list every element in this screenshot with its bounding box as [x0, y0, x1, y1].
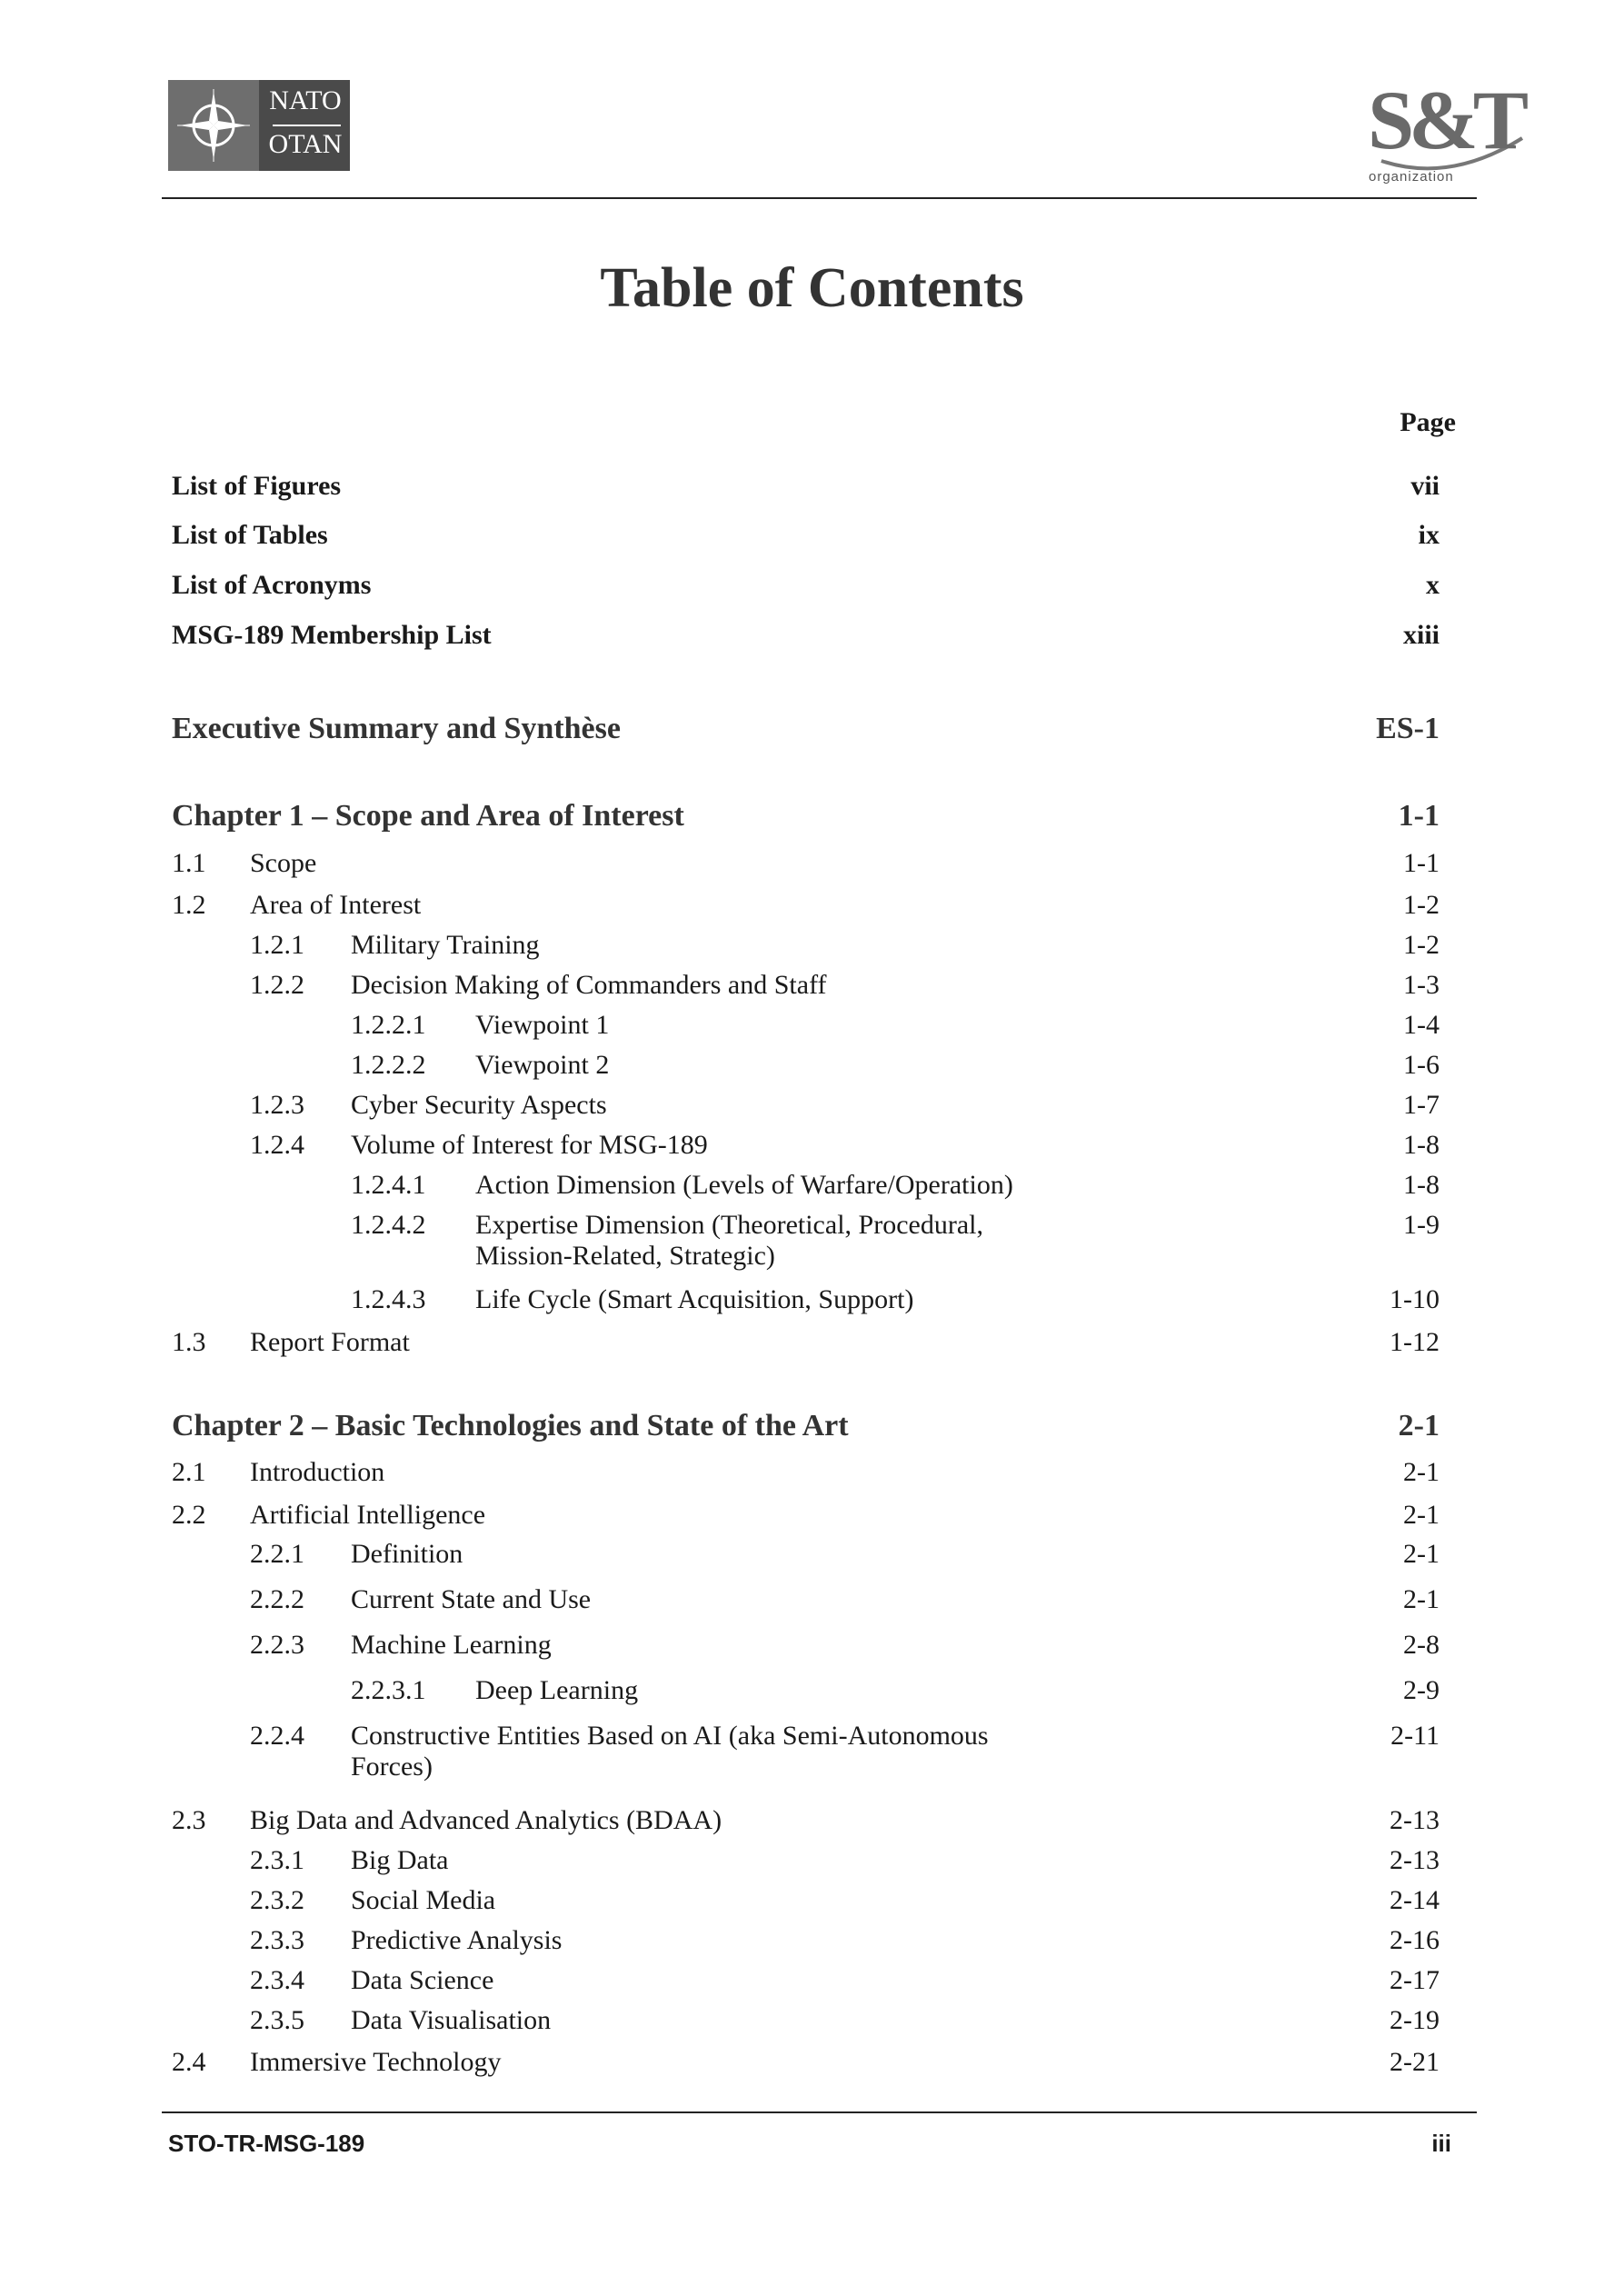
toc-entry-title: Big Data: [351, 1845, 449, 1875]
toc-entry-title: List of Acronyms: [172, 570, 372, 600]
toc-entry-number: 2.3.2: [250, 1885, 304, 1915]
footer-document-id: STO-TR-MSG-189: [168, 2130, 365, 2157]
otan-logo-text: OTAN: [268, 129, 343, 159]
toc-entry-title: Big Data and Advanced Analytics (BDAA): [250, 1805, 722, 1835]
toc-entry-title: List of Figures: [172, 471, 342, 501]
toc-entry-title: Scope: [250, 848, 317, 878]
toc-entry-page: 1-1: [1403, 848, 1440, 878]
page-title: Table of Contents: [600, 257, 1024, 319]
toc-entry-number: 2.3.1: [250, 1845, 304, 1875]
toc-entry-page: 1-8: [1403, 1130, 1440, 1160]
toc-entry-number: 1.2.3: [250, 1090, 304, 1120]
toc-entry-page: 1-6: [1403, 1050, 1440, 1080]
chapter-page: 1-1: [1398, 799, 1440, 833]
toc-entry-page: 1-8: [1403, 1170, 1440, 1200]
toc-entry-page: 2-21: [1390, 2047, 1440, 2077]
toc-entry-number: 2.2.1: [250, 1539, 304, 1569]
toc-entry-number: 1.1: [172, 848, 206, 878]
toc-entry-page: 2-13: [1390, 1845, 1440, 1875]
toc-entry-title: Viewpoint 2: [475, 1050, 610, 1080]
toc-entry-title: Life Cycle (Smart Acquisition, Support): [475, 1284, 914, 1314]
toc-entry-page: 2-1: [1403, 1539, 1440, 1569]
toc-entry-title: Data Visualisation: [351, 2005, 552, 2035]
st-logo-mark: S&T: [1368, 74, 1524, 166]
toc-entry-title: Machine Learning: [351, 1630, 552, 1660]
chapter-page: 2-1: [1398, 1409, 1440, 1442]
toc-entry-page: 1-4: [1403, 1010, 1440, 1040]
toc-entry-number: 2.2.3: [250, 1630, 304, 1660]
toc-entry-page: 1-3: [1403, 970, 1440, 1000]
toc-entry-title: Report Format: [250, 1327, 410, 1357]
toc-entry-number: 1.2.1: [250, 930, 304, 960]
toc-entry-number: 2.3: [172, 1805, 206, 1835]
toc-entry-title: Viewpoint 1: [475, 1010, 610, 1040]
toc-entry-number: 1.2.4.2: [351, 1210, 426, 1240]
toc-entry-page: 2-9: [1403, 1675, 1440, 1705]
toc-entry-page: 2-19: [1390, 2005, 1440, 2035]
chapter-title: Chapter 2 – Basic Technologies and State of the Art: [172, 1409, 849, 1442]
compass-star-icon: [168, 80, 259, 171]
toc-entry-page: 2-1: [1403, 1457, 1440, 1487]
logo-divider: [273, 125, 341, 126]
toc-entry-title: Artificial Intelligence: [250, 1500, 486, 1530]
toc-entry-title: Definition: [351, 1539, 463, 1569]
toc-entry-title: Data Science: [351, 1965, 494, 1995]
toc-entry-number: 1.2.4.3: [351, 1284, 426, 1314]
chapter-title: Chapter 1 – Scope and Area of Interest: [172, 799, 684, 833]
st-logo-subtitle: organization: [1369, 169, 1454, 185]
toc-entry-number: 2.2.4: [250, 1721, 304, 1751]
toc-entry-page: 2-8: [1403, 1630, 1440, 1660]
toc-entry-title: Cyber Security Aspects: [351, 1090, 607, 1120]
toc-entry-page: 2-1: [1403, 1584, 1440, 1614]
toc-entry-page: 1-9: [1403, 1210, 1440, 1240]
toc-entry-title: List of Tables: [172, 520, 328, 550]
toc-entry-page: vii: [1410, 471, 1440, 501]
toc-entry-title: Expertise Dimension (Theoretical, Procedural, Mission-Related, Strategic): [475, 1210, 983, 1271]
toc-entry-title: Constructive Entities Based on AI (aka Semi-Autonomous Forces): [351, 1721, 989, 1782]
toc-entry-number: 2.3.5: [250, 2005, 304, 2035]
st-organization-logo: [1363, 75, 1527, 188]
nato-logo-text: NATO: [269, 85, 342, 115]
toc-entry-page: 1-2: [1403, 890, 1440, 920]
footer-page-number: iii: [1431, 2130, 1451, 2157]
header-rule: [162, 197, 1477, 199]
toc-entry-number: 1.2.2.2: [351, 1050, 426, 1080]
toc-entry-number: 1.2.2.1: [351, 1010, 426, 1040]
toc-entry-title: Immersive Technology: [250, 2047, 502, 2077]
toc-entry-page: 2-1: [1403, 1500, 1440, 1530]
toc-entry-title: MSG-189 Membership List: [172, 620, 492, 650]
footer-rule: [162, 2111, 1477, 2113]
toc-entry-title: Area of Interest: [250, 890, 422, 920]
toc-entry-number: 1.2.4: [250, 1130, 304, 1160]
toc-entry-title: Decision Making of Commanders and Staff: [351, 970, 827, 1000]
toc-entry-page: xiii: [1402, 620, 1440, 650]
page-column-header: Page: [1400, 407, 1456, 437]
toc-entry-page: 2-17: [1390, 1965, 1440, 1995]
toc-entry-page: ES-1: [1376, 712, 1440, 745]
toc-entry-number: 1.2: [172, 890, 206, 920]
toc-entry-title: Action Dimension (Levels of Warfare/Operation): [475, 1170, 1013, 1200]
toc-entry-number: 2.2: [172, 1500, 206, 1530]
toc-entry-page: ix: [1418, 520, 1440, 550]
toc-entry-page: 1-2: [1403, 930, 1440, 960]
toc-entry-page: x: [1426, 570, 1440, 600]
toc-entry-number: 1.2.4.1: [351, 1170, 426, 1200]
toc-entry-page: 1-12: [1390, 1327, 1440, 1357]
toc-entry-page: 2-14: [1390, 1885, 1440, 1915]
toc-entry-number: 2.1: [172, 1457, 206, 1487]
toc-entry-page: 2-11: [1390, 1721, 1440, 1751]
toc-entry-page: 1-7: [1403, 1090, 1440, 1120]
toc-entry-title: Military Training: [351, 930, 540, 960]
toc-entry-title: Executive Summary and Synthèse: [172, 712, 621, 745]
toc-entry-title: Volume of Interest for MSG-189: [351, 1130, 708, 1160]
toc-entry-number: 2.3.3: [250, 1925, 304, 1955]
toc-entry-page: 2-13: [1390, 1805, 1440, 1835]
toc-entry-number: 1.3: [172, 1327, 206, 1357]
toc-entry-title: Social Media: [351, 1885, 496, 1915]
nato-otan-logo: [168, 80, 350, 171]
toc-entry-number: 2.2.2: [250, 1584, 304, 1614]
toc-entry-title: Introduction: [250, 1457, 385, 1487]
toc-entry-number: 2.3.4: [250, 1965, 304, 1995]
toc-entry-number: 2.4: [172, 2047, 206, 2077]
toc-entry-title: Deep Learning: [475, 1675, 639, 1705]
toc-entry-page: 2-16: [1390, 1925, 1440, 1955]
toc-entry-page: 1-10: [1390, 1284, 1440, 1314]
toc-entry-title: Current State and Use: [351, 1584, 592, 1614]
toc-entry-number: 1.2.2: [250, 970, 304, 1000]
toc-entry-number: 2.2.3.1: [351, 1675, 426, 1705]
toc-entry-title: Predictive Analysis: [351, 1925, 563, 1955]
